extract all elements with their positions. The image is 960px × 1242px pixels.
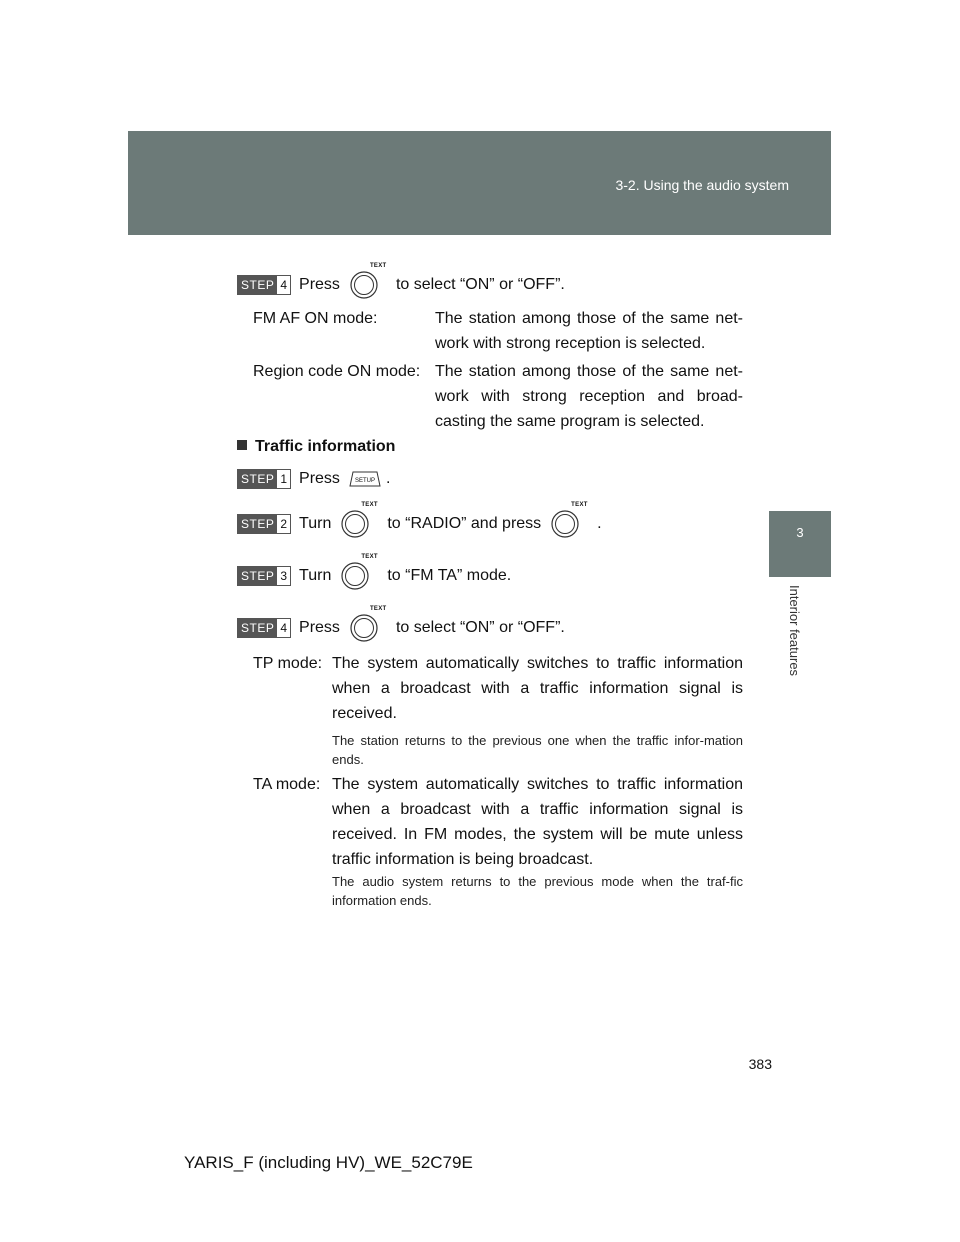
setup-button-icon xyxy=(348,470,382,488)
mode-definition xyxy=(253,306,743,356)
step-suffix: . xyxy=(385,470,391,487)
mode-note: The audio system returns to the previous mode when the traf-fic information ends. xyxy=(332,874,743,908)
chapter-number: 3 xyxy=(796,525,804,540)
step-row xyxy=(237,606,565,643)
step-number: 4 xyxy=(277,619,290,637)
mode-term: Region code ON mode: xyxy=(253,363,421,380)
step-prefix: Press xyxy=(299,276,340,293)
step-suffix: . xyxy=(597,515,602,532)
step-suffix: to “FM TA” mode. xyxy=(387,567,512,584)
footer-document-id: YARIS_F (including HV)_WE_52C79E xyxy=(184,1153,473,1172)
step-prefix: Press xyxy=(299,470,340,487)
mode-definition xyxy=(253,359,743,434)
step-row xyxy=(237,554,512,591)
mode-definition xyxy=(253,772,743,872)
header-band xyxy=(128,131,831,235)
text-knob-icon xyxy=(551,502,588,538)
text-knob-icon xyxy=(341,554,378,590)
step-word: STEP xyxy=(238,276,277,294)
text-knob-icon xyxy=(341,502,378,538)
step-badge xyxy=(237,275,291,295)
step-suffix: to select “ON” or “OFF”. xyxy=(395,276,565,293)
section-heading-text: Traffic information xyxy=(255,438,396,455)
step-badge xyxy=(237,514,291,534)
step-number: 1 xyxy=(277,470,290,488)
step-row xyxy=(237,263,565,300)
step-row xyxy=(237,502,602,539)
mode-term: TA mode: xyxy=(253,776,321,793)
step-suffix: to select “ON” or “OFF”. xyxy=(395,619,565,636)
step-word: STEP xyxy=(238,470,277,488)
section-title: 3-2. Using the audio system xyxy=(615,177,789,193)
step-number: 3 xyxy=(277,567,290,585)
square-bullet-icon xyxy=(237,440,247,450)
page-number: 383 xyxy=(748,1056,772,1072)
step-number: 4 xyxy=(277,276,290,294)
mode-term: FM AF ON mode: xyxy=(253,310,378,327)
setup-label: SETUP xyxy=(354,478,375,484)
knob-tag: TEXT xyxy=(369,606,387,612)
knob-tag: TEXT xyxy=(369,263,387,269)
step-row xyxy=(237,464,390,494)
mode-definition xyxy=(253,651,743,726)
step-badge xyxy=(237,469,291,489)
step-prefix: Press xyxy=(299,619,340,636)
chapter-tab xyxy=(769,511,831,577)
step-prefix: Turn xyxy=(299,567,332,584)
mode-term: TP mode: xyxy=(253,655,323,672)
text-knob-icon xyxy=(350,606,387,642)
mode-description: The station among those of the same net-work with strong reception is selected. xyxy=(435,310,743,352)
step-number: 2 xyxy=(277,515,290,533)
knob-tag: TEXT xyxy=(361,554,378,560)
text-knob-icon xyxy=(350,263,387,299)
step-badge xyxy=(237,566,291,586)
step-middle: to “RADIO” and press xyxy=(387,515,542,532)
step-word: STEP xyxy=(238,619,277,637)
mode-description: The system automatically switches to traffic information when a broadcast with a traffic information signal is received. xyxy=(332,655,743,722)
step-word: STEP xyxy=(238,515,277,533)
mode-description: The system automatically switches to traffic information when a broadcast with a traffic information signal is received. In FM modes, the system will be mute unless traffic information is being broadcast. xyxy=(332,776,743,868)
step-prefix: Turn xyxy=(299,515,332,532)
chapter-label: Interior features xyxy=(787,585,802,677)
step-word: STEP xyxy=(238,567,277,585)
mode-description: The station among those of the same net-work with strong reception and broad-casting the same program is selected. xyxy=(435,363,743,430)
section-heading xyxy=(237,438,395,456)
mode-note: The station returns to the previous one when the traffic infor-mation ends. xyxy=(332,733,743,767)
knob-tag: TEXT xyxy=(361,502,378,508)
step-badge xyxy=(237,618,291,638)
knob-tag: TEXT xyxy=(571,502,588,508)
